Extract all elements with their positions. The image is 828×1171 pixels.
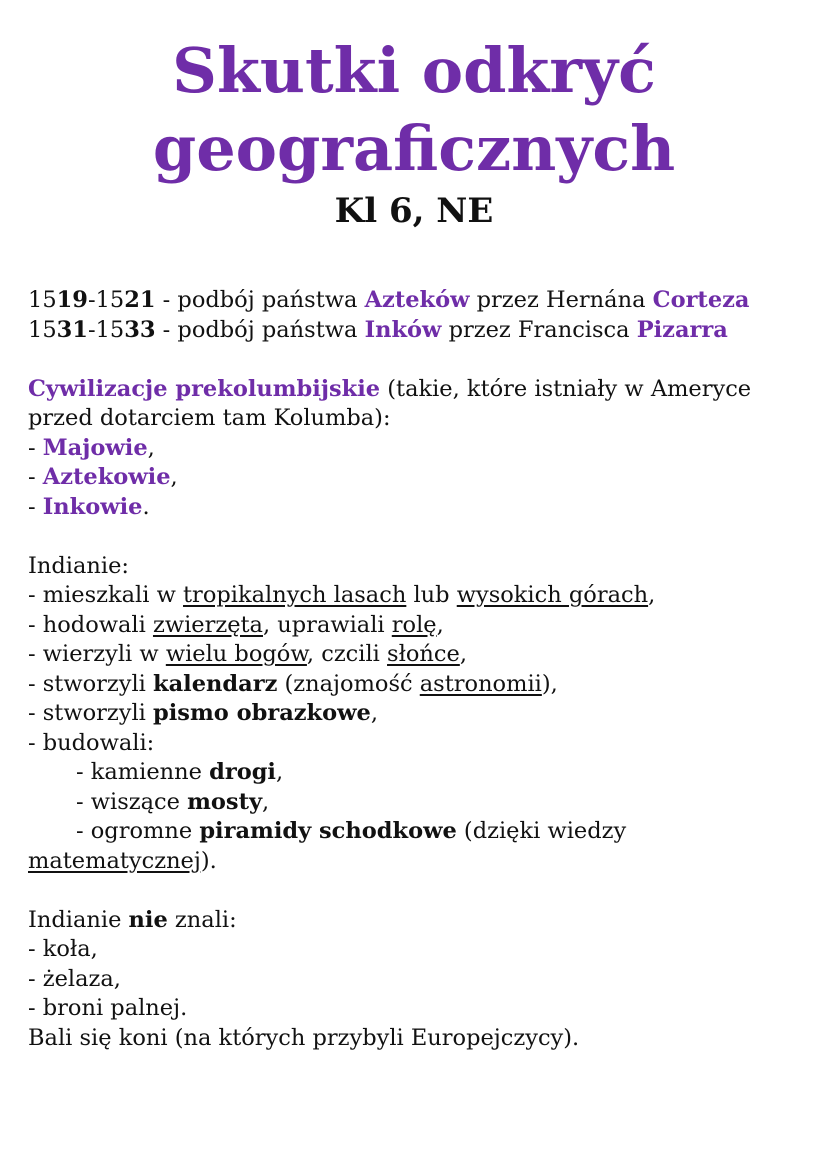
notes-body	[28, 286, 818, 1053]
indians-heading: Indianie:	[28, 552, 129, 579]
subtitle: Kl 6, NE	[334, 191, 494, 231]
list-item: - wierzyli w wielu bogów, czcili słońce,	[28, 641, 467, 667]
closing-line: Bali się koni (na których przybyli Europejczycy).	[28, 1024, 580, 1051]
list-item: - stworzyli pismo obrazkowe,	[28, 700, 378, 726]
civilizations-heading: Cywilizacje prekolumbijskie (takie, które istniały w Ameryce	[28, 375, 752, 402]
list-item: - żelaza,	[28, 965, 121, 992]
sub-list-item: - ogromne piramidy schodkowe (dzięki wiedzy	[76, 818, 627, 844]
list-item: - broni palnej.	[28, 995, 188, 1021]
conquest-line-aztecs: 1519-1521 - podbój państwa Azteków przez Hernána Corteza	[28, 287, 750, 313]
sub-list-item: - wiszące mosty,	[76, 788, 270, 815]
unknown-heading: Indianie nie znali:	[28, 906, 237, 933]
title-line-2: geograficznych	[152, 112, 676, 185]
conquest-line-incas: 1531-1533 - podbój państwa Inków przez Francisca Pizarra	[28, 316, 728, 343]
list-item: - Inkowie.	[28, 493, 150, 520]
list-item: - mieszkali w tropikalnych lasach lub wysokich górach,	[28, 582, 656, 608]
sub-list-item: - kamienne drogi,	[76, 759, 284, 785]
list-item: - koła,	[28, 936, 98, 962]
list-item: - Aztekowie,	[28, 464, 178, 490]
civilizations-heading-cont: przed dotarciem tam Kolumba):	[28, 405, 391, 431]
title-line-1: Skutki odkryć	[172, 34, 656, 107]
sub-list-item-cont: matematycznej).	[28, 847, 217, 874]
list-item: - stworzyli kalendarz (znajomość astronomii),	[28, 670, 558, 697]
list-item: - hodowali zwierzęta, uprawiali rolę,	[28, 611, 444, 638]
list-item: - Majowie,	[28, 434, 155, 461]
list-item: - budowali:	[28, 729, 155, 756]
